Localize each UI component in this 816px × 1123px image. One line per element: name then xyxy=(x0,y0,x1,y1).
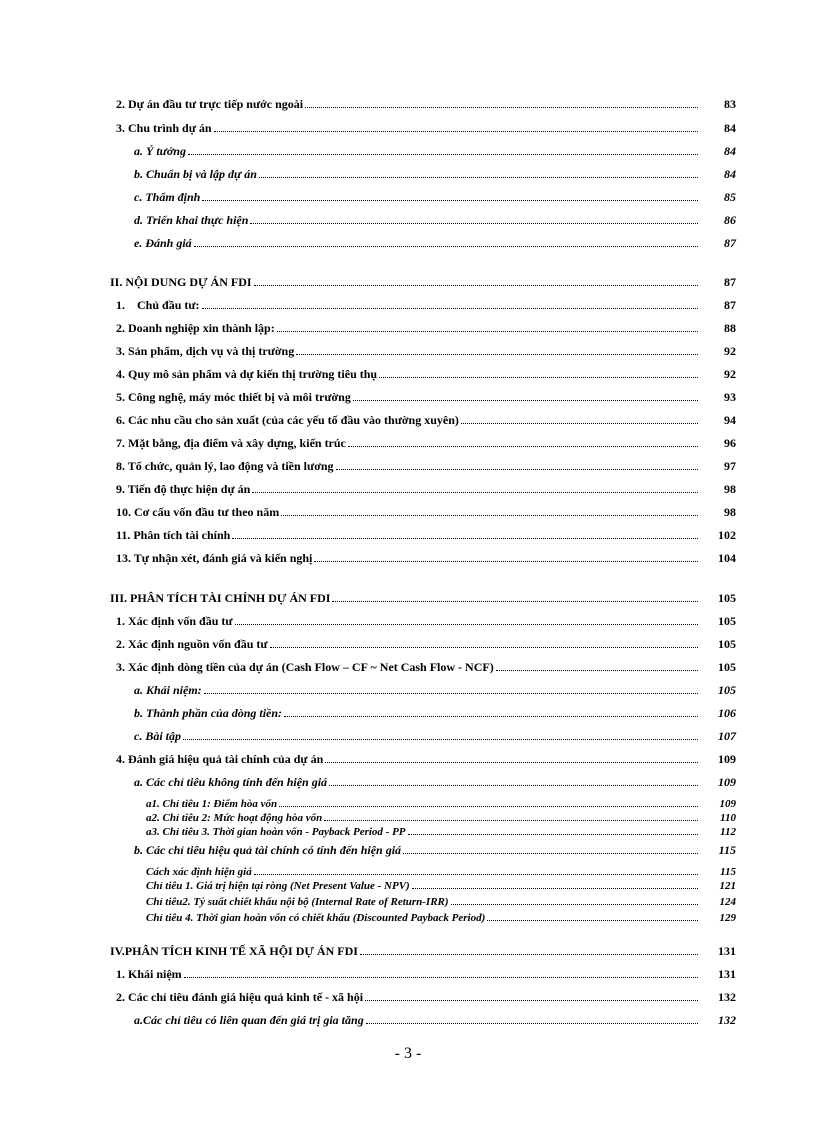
toc-entry: Chỉ tiêu 1. Giá trị hiện tại ròng (Net Present Value - NPV) 121 xyxy=(146,880,736,892)
toc-entry: b. Chuẩn bị và lập dự án 84 xyxy=(134,167,736,181)
toc-entry: Chỉ tiêu2. Tỷ suất chiết khấu nội bộ (Internal Rate of Return-IRR) 124 xyxy=(146,896,736,908)
toc-entry: 3. Sản phẩm, dịch vụ và thị trường 92 xyxy=(116,344,736,358)
toc-entry: e. Đánh giá 87 xyxy=(134,236,736,250)
toc-section: II. NỘI DUNG DỰ ÁN FDI 87 xyxy=(110,275,736,289)
toc-entry: Chỉ tiêu 4. Thời gian hoàn vốn có chiết khấu (Discounted Payback Period) 129 xyxy=(146,912,736,924)
toc-entry: a. Khái niệm: 105 xyxy=(134,683,736,697)
page-number: - 3 - xyxy=(394,1045,422,1062)
toc-entry: 3. Chu trình dự án 84 xyxy=(116,121,736,135)
toc-entry: b. Thành phần của dòng tiền: 106 xyxy=(134,706,736,720)
toc-section: IV.PHÂN TÍCH KINH TẾ XÃ HỘI DỰ ÁN FDI 131 xyxy=(110,944,736,958)
toc-entry: 11. Phân tích tài chính 102 xyxy=(116,528,736,542)
toc-entry: 2. Các chỉ tiêu đánh giá hiệu quả kinh tế - xã hội 132 xyxy=(116,990,736,1004)
toc-entry: b. Các chỉ tiêu hiệu quả tài chính có tính đến hiện giá 115 xyxy=(134,843,736,857)
toc-entry: 1. Xác định vốn đầu tư 105 xyxy=(116,614,736,628)
toc-entry: 5. Công nghệ, máy móc thiết bị và môi trường 93 xyxy=(116,390,736,404)
toc-entry: 8. Tổ chức, quản lý, lao động và tiền lương 97 xyxy=(116,459,736,473)
toc-entry: a2. Chỉ tiêu 2: Mức hoạt động hòa vốn 110 xyxy=(146,812,736,824)
toc-entry: 9. Tiến độ thực hiện dự án 98 xyxy=(116,482,736,496)
toc-entry: a. Các chỉ tiêu không tính đến hiện giá 109 xyxy=(134,775,736,789)
toc-entry: a1. Chỉ tiêu 1: Điểm hòa vốn 109 xyxy=(146,798,736,810)
toc-entry: 4. Đánh giá hiệu quả tài chính của dự án 109 xyxy=(116,752,736,766)
toc-entry: 13. Tự nhận xét, đánh giá và kiến nghị 104 xyxy=(116,551,736,565)
toc-entry: 2. Doanh nghiệp xin thành lập: 88 xyxy=(116,321,736,335)
toc-entry: a. Ý tưởng 84 xyxy=(134,144,736,158)
toc-entry: 1. Khái niệm 131 xyxy=(116,967,736,981)
toc-entry: 4. Quy mô sản phẩm và dự kiến thị trường tiêu thụ 92 xyxy=(116,367,736,381)
toc-entry: 2. Xác định nguồn vốn đầu tư 105 xyxy=(116,637,736,651)
toc-entry: 6. Các nhu cầu cho sản xuất (của các yếu tố đầu vào thường xuyên) 94 xyxy=(116,413,736,427)
toc-entry: c. Thẩm định 85 xyxy=(134,190,736,204)
toc-entry: 3. Xác định dòng tiền của dự án (Cash Flow – CF ~ Net Cash Flow - NCF) 105 xyxy=(116,660,736,674)
toc-entry: Cách xác định hiện giá 115 xyxy=(146,866,736,878)
toc-entry: a.Các chỉ tiêu có liên quan đến giá trị gia tăng 132 xyxy=(134,1013,736,1027)
toc-entry: d. Triển khai thực hiện 86 xyxy=(134,213,736,227)
toc-entry: 7. Mặt bằng, địa điểm và xây dựng, kiến trúc 96 xyxy=(116,436,736,450)
toc-entry: 1. Chủ đầu tư: 87 xyxy=(116,298,736,312)
toc-entry: a3. Chỉ tiêu 3. Thời gian hoàn vốn - Payback Period - PP 112 xyxy=(146,826,736,838)
toc-entry: c. Bài tập 107 xyxy=(134,729,736,743)
toc-entry: 10. Cơ cấu vốn đầu tư theo năm 98 xyxy=(116,505,736,519)
toc-entry: 2. Dự án đầu tư trực tiếp nước ngoài 83 xyxy=(116,97,736,111)
toc-section: III. PHÂN TÍCH TÀI CHÍNH DỰ ÁN FDI 105 xyxy=(110,591,736,605)
